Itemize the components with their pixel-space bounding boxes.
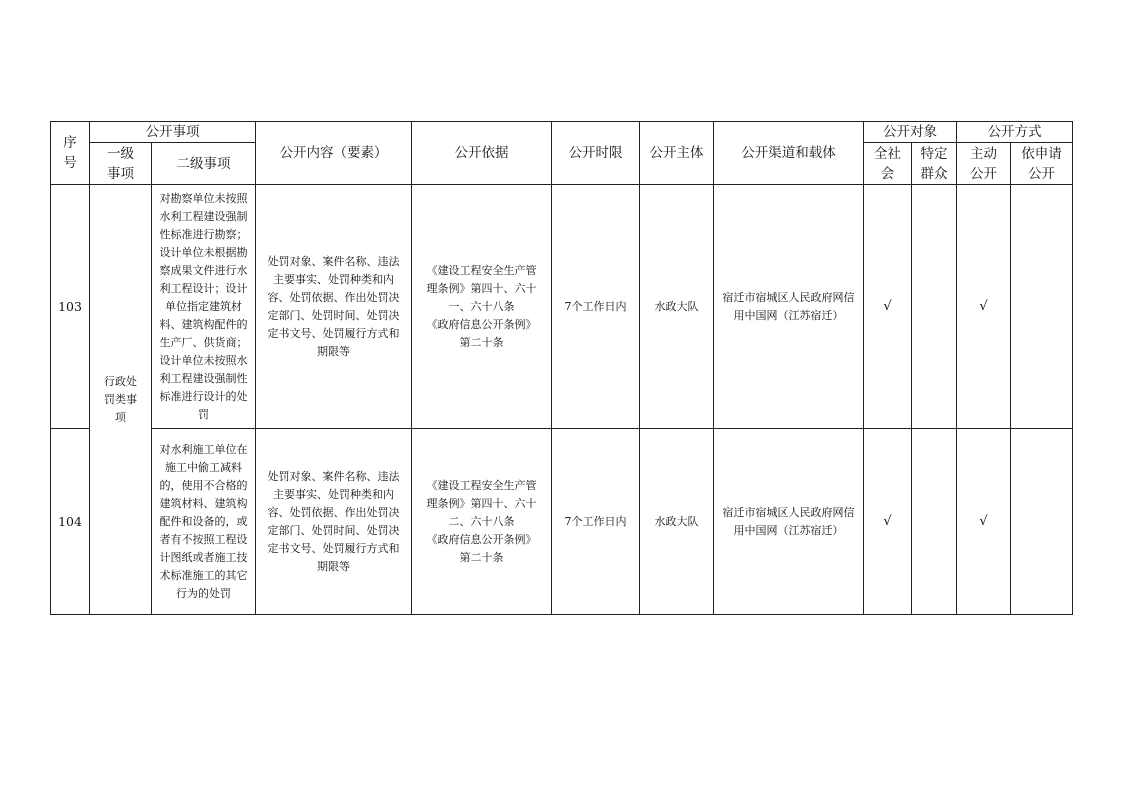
header-row-1 xyxy=(51,122,1073,143)
channel-cell xyxy=(714,429,864,615)
method-request-check xyxy=(1011,429,1073,615)
level1-text: 行政处罚类事项 xyxy=(104,374,137,424)
basis-text-2: 《政府信息公开条例》第二十条 xyxy=(426,532,537,564)
target-all-check: √ xyxy=(864,185,912,429)
header-subject: 公开主体 xyxy=(640,122,714,185)
basis-cell xyxy=(412,429,552,615)
level2-text: 对勘察单位未按照水利工程建设强制性标准进行勘察；设计单位未根据勘察成果文件进行水利工程设计；设计单位指定建筑材料、建筑构配件的生产厂、供货商；设计单位未按照水利工程建设强制性标准进行设计的处罚 xyxy=(159,191,248,421)
disclosure-table xyxy=(50,121,1073,615)
header-items-group: 公开事项 xyxy=(90,122,256,143)
channel-cell xyxy=(714,185,864,429)
header-target-all: 全社 会 xyxy=(864,143,912,185)
table-row xyxy=(51,429,1073,615)
time-limit-cell: 7个工作日内 xyxy=(552,429,640,615)
basis-text-2: 《政府信息公开条例》第二十条 xyxy=(426,317,537,349)
header-channel: 公开渠道和载体 xyxy=(714,122,864,185)
level2-text: 对水利施工单位在施工中偷工减料的，使用不合格的建筑材料、建筑构配件和设备的，或者有不按照工程设计图纸或者施工技术标准施工的其它行为的处罚 xyxy=(159,442,248,600)
target-specific-check xyxy=(912,429,957,615)
time-limit-cell: 7个工作日内 xyxy=(552,185,640,429)
header-target-group: 公开对象 xyxy=(864,122,957,143)
method-active-check: √ xyxy=(957,429,1011,615)
table-row xyxy=(51,185,1073,429)
subject-cell: 水政大队 xyxy=(640,429,714,615)
method-request-check xyxy=(1011,185,1073,429)
basis-cell xyxy=(412,185,552,429)
header-basis: 公开依据 xyxy=(412,122,552,185)
row-seq: 103 xyxy=(51,185,90,429)
header-time-limit: 公开时限 xyxy=(552,122,640,185)
header-level1: 一级 事项 xyxy=(90,143,152,185)
method-active-check: √ xyxy=(957,185,1011,429)
header-method-active: 主动 公开 xyxy=(957,143,1011,185)
content-text: 处罚对象、案件名称、违法主要事实、处罚种类和内容、处罚依据、作出处罚决定部门、处罚时间、处罚决定书文号、处罚履行方式和期限等 xyxy=(267,469,400,573)
content-text: 处罚对象、案件名称、违法主要事实、处罚种类和内容、处罚依据、作出处罚决定部门、处罚时间、处罚决定书文号、处罚履行方式和期限等 xyxy=(267,254,400,358)
level1-cell xyxy=(90,185,152,615)
level2-cell xyxy=(152,429,256,615)
level2-cell xyxy=(152,185,256,429)
basis-text-1: 《建设工程安全生产管理条例》第四十、六十一、六十八条 xyxy=(426,263,537,313)
channel-text: 宿迁市宿城区人民政府网信用中国网（江苏宿迁） xyxy=(722,505,855,537)
content-cell xyxy=(256,185,412,429)
header-target-specific: 特定 群众 xyxy=(912,143,957,185)
basis-text-1: 《建设工程安全生产管理条例》第四十、六十二、六十八条 xyxy=(426,478,537,528)
target-specific-check xyxy=(912,185,957,429)
header-method-request: 依申请 公开 xyxy=(1011,143,1073,185)
subject-cell: 水政大队 xyxy=(640,185,714,429)
header-seq: 序 号 xyxy=(51,122,90,185)
header-level2: 二级事项 xyxy=(152,143,256,185)
header-method-group: 公开方式 xyxy=(957,122,1073,143)
channel-text: 宿迁市宿城区人民政府网信用中国网（江苏宿迁） xyxy=(722,290,855,322)
row-seq: 104 xyxy=(51,429,90,615)
content-cell xyxy=(256,429,412,615)
target-all-check: √ xyxy=(864,429,912,615)
header-content: 公开内容（要素） xyxy=(256,122,412,185)
